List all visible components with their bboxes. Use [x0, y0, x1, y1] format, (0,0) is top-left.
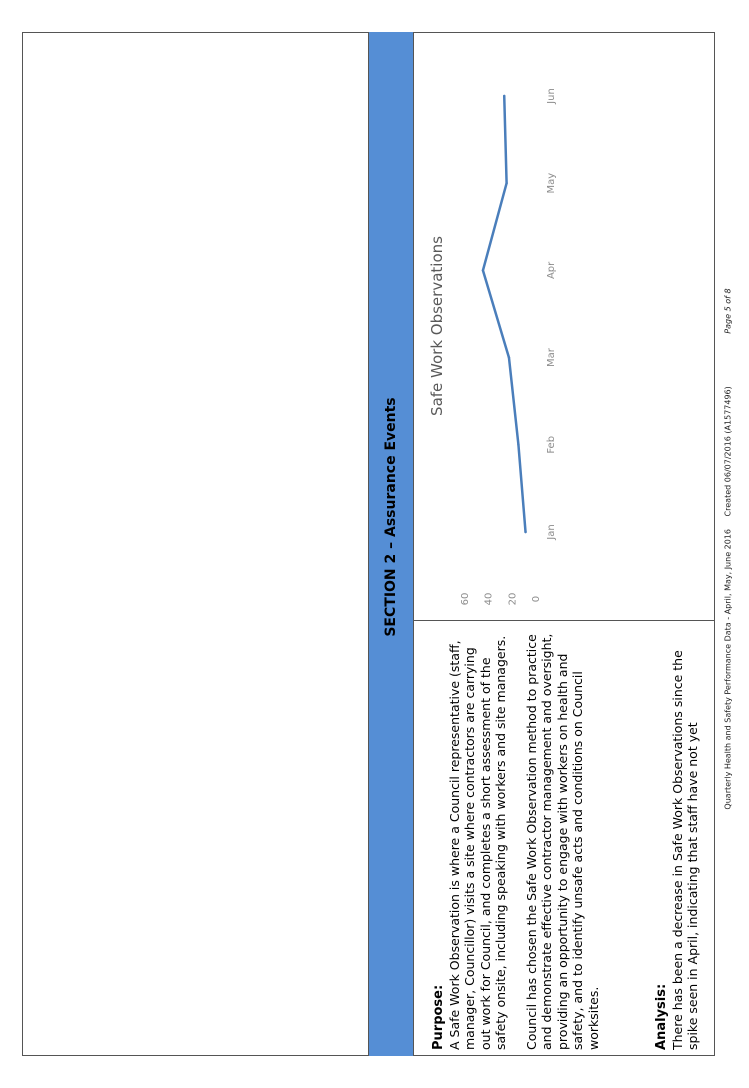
data-point: [503, 95, 505, 97]
data-point: [508, 356, 510, 358]
data-point: [524, 531, 526, 533]
y-tick-label: 20: [507, 592, 519, 606]
data-point: [482, 269, 484, 271]
y-tick-label: 0: [531, 595, 542, 603]
panel-divider: [414, 620, 715, 621]
x-tick-label: Jun: [546, 88, 557, 104]
footer-report: Quarterly Health and Safety Performance Data - April, May, June 2016: [723, 528, 733, 810]
x-tick-label: Mar: [546, 348, 557, 368]
purpose-paragraph-2: Council has chosen the Safe Work Observation method to practice and demonstrate effective contractor management and oversight, providing an opportunity to engage with workers on health and safety, and to identify unsafe acts and conditions on Council worksites.: [523, 633, 601, 1050]
analysis-heading: Analysis:: [654, 983, 669, 1050]
analysis-paragraph: There has been a decrease in Safe Work Observations since the spike seen in April, indicating that staff have not yet: [669, 650, 700, 1050]
data-point: [505, 182, 507, 184]
x-tick-label: Feb: [546, 435, 557, 454]
x-tick-label: Jan: [546, 524, 557, 540]
section-title: SECTION 2 – Assurance Events: [383, 397, 399, 637]
purpose-heading: Purpose:: [431, 984, 446, 1050]
chart-title: Safe Work Observations: [428, 236, 446, 416]
x-tick-label: May: [546, 172, 557, 194]
footer-page-number: Page 5 of 8: [723, 288, 733, 334]
footer-created: Created 06/07/2016 (A1577496): [723, 386, 733, 517]
data-point: [517, 444, 519, 446]
y-tick-label: 40: [483, 592, 495, 606]
safe-work-observations-chart: [414, 36, 714, 618]
x-tick-label: Apr: [546, 261, 557, 280]
purpose-paragraph-1: A Safe Work Observation is where a Council representative (staff, manager, Councillor) visits a site where contractors are carrying out work for Council, and completes a short assessment of the safety onsite, including speaking with workers and site managers.: [446, 635, 508, 1050]
description-panel: [415, 626, 715, 1056]
series-line: [483, 96, 526, 532]
page-footer: [724, 278, 733, 809]
y-tick-label: 60: [460, 592, 471, 606]
